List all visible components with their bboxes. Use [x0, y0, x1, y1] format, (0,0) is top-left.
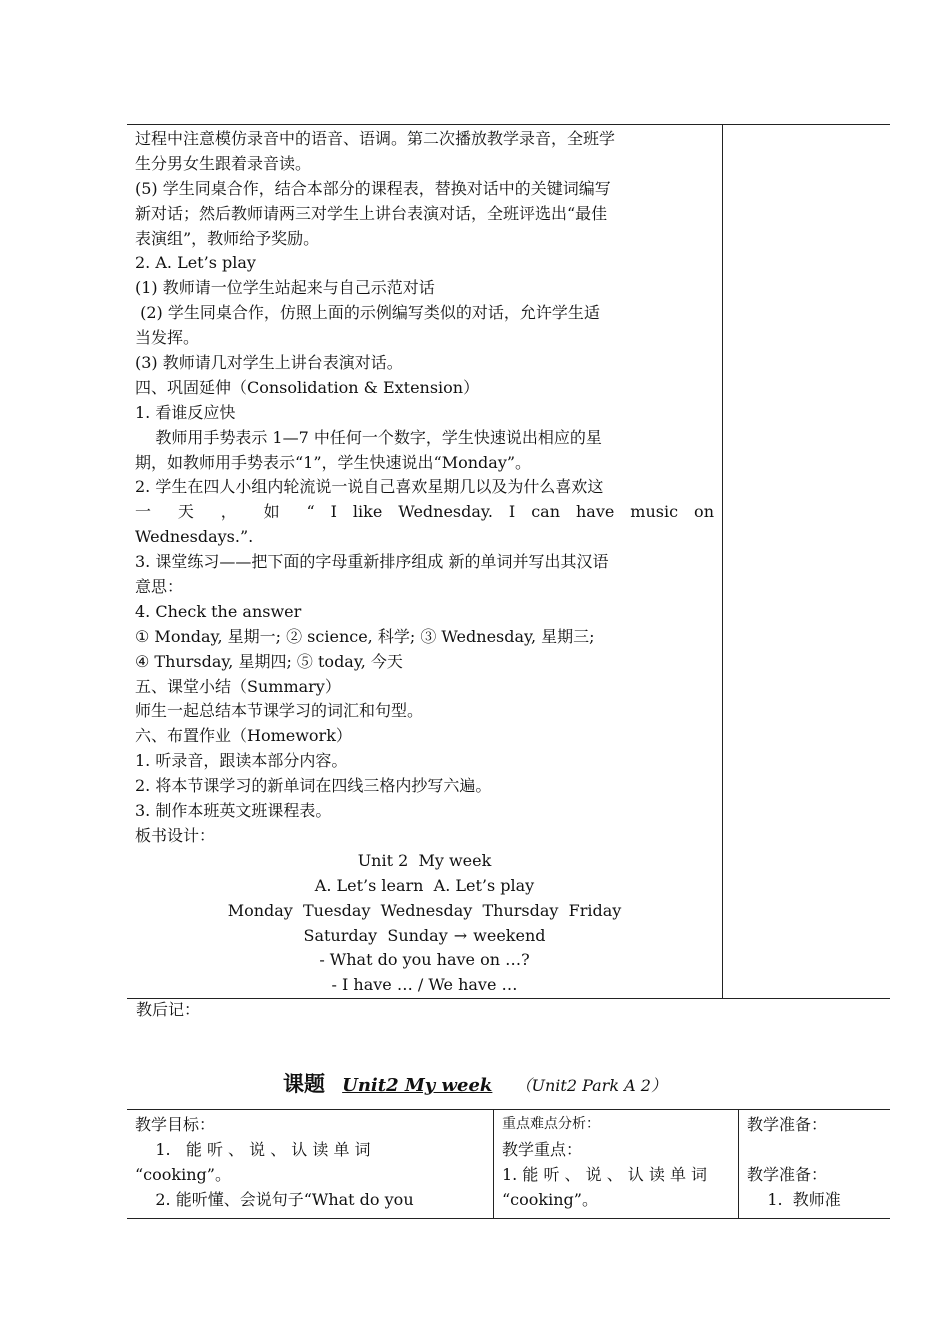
text-line: 2. A. Let’s play — [135, 253, 256, 273]
text-line: 教师用手势表示 1—7 中任何一个数字，学生快速说出相应的星 — [135, 427, 602, 447]
text-line: 期，如教师用手势表示“1”，学生快速说出“Monday”。 — [135, 452, 532, 472]
board-line: A. Let’s learn A. Let’s play — [314, 875, 535, 895]
text-line: 师生一起总结本节课学习的词汇和句型。 — [135, 701, 424, 721]
board-text: weekend — [473, 925, 546, 945]
section-heading: 五、课堂小结（Summary） — [135, 676, 341, 696]
lesson-overview-table — [127, 1109, 890, 1219]
text-line: “cooking”。 — [135, 1165, 231, 1184]
text-line — [747, 1137, 882, 1162]
answer-line: ① Monday, 星期一; ② science, 科学; ③ Wednesday, 星期三; — [135, 626, 595, 646]
cell-title: 教学准备： — [747, 1115, 828, 1134]
heading-unit-title: Unit2 My week — [342, 1075, 493, 1096]
text-line: 教学重点： — [502, 1140, 583, 1159]
board-line: - What do you have on …? — [319, 950, 530, 970]
lesson-plan-table — [127, 124, 890, 999]
after-class-notes-label: 教后记： — [136, 1000, 201, 1019]
cell-title: 教学目标： — [135, 1115, 216, 1134]
section-heading: 六、布置作业（Homework） — [135, 726, 352, 746]
board-design-label: 板书设计： — [135, 825, 216, 845]
text-line: 2. 将本节课学习的新单词在四线三格内抄写六遍。 — [135, 776, 492, 796]
text-line: “cooking”。 — [502, 1190, 598, 1209]
lesson-procedure-cell — [127, 125, 723, 999]
section-heading: 四、巩固延伸（Consolidation & Extension） — [135, 377, 480, 397]
text-line: 1. 听录音，跟读本部分内容。 — [135, 751, 348, 771]
heading-label: 课题 — [283, 1071, 326, 1096]
lesson-heading — [0, 1068, 950, 1098]
text-line: 2. 学生在四人小组内轮流说一说自己喜欢星期几以及为什么喜欢这 — [135, 477, 604, 497]
text-line: 教学准备： — [747, 1165, 828, 1184]
heading-part: （Unit2 Park A 2） — [515, 1076, 667, 1095]
text-line: 1. 能 听 、 说 、 认 读 单 词 — [502, 1165, 708, 1184]
lesson-procedure-text — [127, 125, 722, 998]
board-line — [135, 924, 714, 949]
board-line: Unit 2 My week — [357, 850, 492, 870]
text-line: 表演组”，教师给予奖励。 — [135, 228, 320, 248]
cell-title: 重点难点分析： — [502, 1116, 600, 1132]
board-line: Monday Tuesday Wednesday Thursday Friday — [227, 900, 622, 920]
text-line: 意思： — [135, 577, 184, 597]
text-line: 一 天 ， 如 “ I like Wednesday. I can have music on — [135, 502, 714, 522]
arrow-right-icon: → — [453, 925, 468, 945]
text-line: Wednesdays.”. — [135, 527, 254, 547]
text-line: 3. 制作本班英文班课程表。 — [135, 801, 332, 821]
board-line: - I have … / We have … — [331, 975, 518, 995]
key-points-cell — [494, 1110, 739, 1219]
text-line: 过程中注意模仿录音中的语音、语调。第二次播放教学录音，全班学 — [135, 129, 616, 148]
text-line: 4. Check the answer — [135, 601, 302, 621]
notes-cell — [723, 125, 891, 999]
text-line: (2) 学生同桌合作，仿照上面的示例编写类似的对话，允许学生适 — [135, 303, 600, 323]
objectives-cell — [127, 1110, 494, 1219]
text-line: 1. 能 听 、 说 、 认 读 单 词 — [135, 1140, 371, 1159]
board-text: Saturday Sunday — [303, 925, 448, 945]
text-line: 新对话；然后教师请两三对学生上讲台表演对话，全班评选出“最佳 — [135, 203, 608, 223]
text-line: 生分男女生跟着录音读。 — [135, 153, 312, 173]
text-line: (5) 学生同桌合作，结合本部分的课程表，替换对话中的关键词编写 — [135, 178, 611, 198]
preparation-cell — [739, 1110, 891, 1219]
text-line: (3) 教师请几对学生上讲台表演对话。 — [135, 353, 403, 373]
text-line: 1. 教师准 — [747, 1190, 841, 1209]
text-line: (1) 教师请一位学生站起来与自己示范对话 — [135, 278, 435, 298]
answer-line: ④ Thursday, 星期四; ⑤ today, 今天 — [135, 651, 403, 671]
text-line: 3. 课堂练习——把下面的字母重新排序组成 新的单词并写出其汉语 — [135, 552, 609, 572]
text-line: 1. 看谁反应快 — [135, 402, 236, 422]
text-line: 2. 能听懂、会说句子“What do you — [135, 1190, 414, 1209]
text-line: 当发挥。 — [135, 328, 200, 348]
